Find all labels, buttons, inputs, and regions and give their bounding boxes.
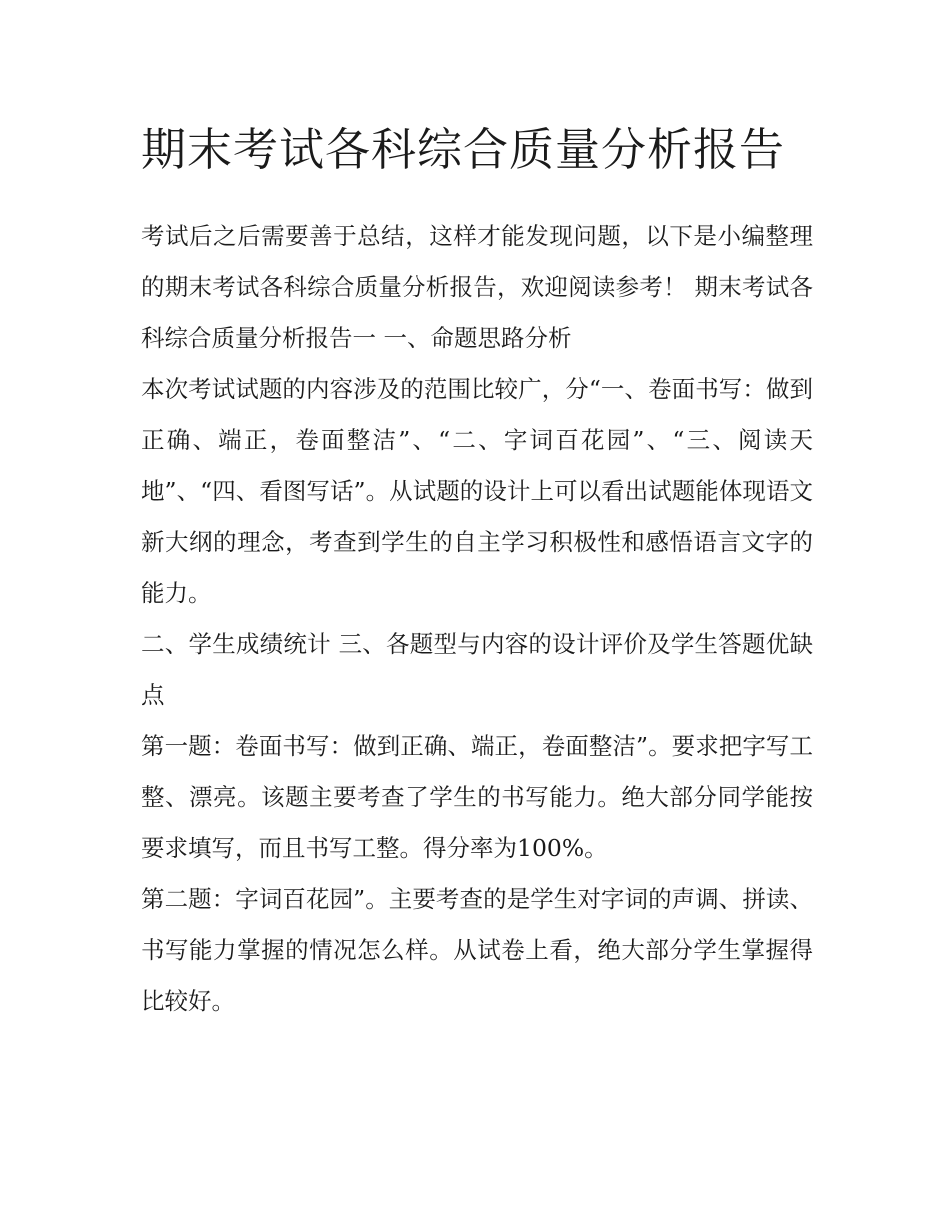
document-title: 期末考试各科综合质量分析报告 — [141, 123, 786, 176]
paragraph-question-two: 第二题：字词百花园”。主要考查的是学生对字词的声调、拼读、书写能力掌握的情况怎么样。从试卷上看，绝大部分学生掌握得比较好。 — [141, 885, 813, 1015]
document-page — [141, 112, 813, 1027]
paragraph-intro: 考试后之后需要善于总结，这样才能发现问题，以下是小编整理的期末考试各科综合质量分析报告，欢迎阅读参考！ 期末考试各科综合质量分析报告一 一、命题思路分析 — [141, 222, 813, 352]
paragraph-section-heading: 二、学生成绩统计 三、各题型与内容的设计评价及学生答题优缺点 — [141, 630, 813, 709]
paragraph-exam-scope: 本次考试试题的内容涉及的范围比较广，分“一、卷面书写：做到正确、端正，卷面整洁”、“二、字词百花园”、“三、阅读天地”、“四、看图写话”。从试题的设计上可以看出试题能体现语文新大纲的理念，考查到学生的自主学习积极性和感悟语言文字的能力。 — [141, 375, 813, 607]
paragraph-question-one: 第一题：卷面书写：做到正确、端正，卷面整洁”。要求把字写工整、漂亮。该题主要考查了学生的书写能力。绝大部分同学能按要求填写，而且书写工整。得分率为100%。 — [141, 732, 813, 862]
